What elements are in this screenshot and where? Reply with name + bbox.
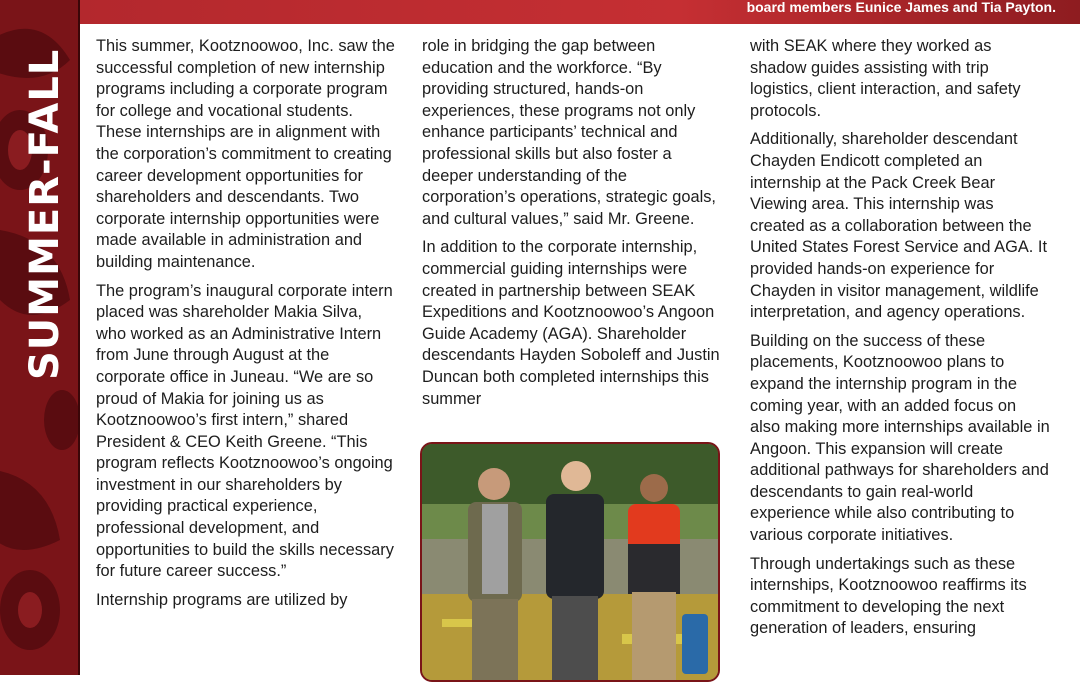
paragraph: The program’s inaugural corporate intern placed was shareholder Makia Silva, who worked as an Administrative Intern from June through August at the corporate office in Juneau. “We are so proud of Makia for joining us as Kootznoowoo’s first intern,” shared President & CEO Keith Greene. “This program reflects Kootznoowoo’s ongoing investment in our shareholders by providing practical experience, professional development, and opportunities to build the skills necessary for future career success.” [96,281,394,581]
article-column-1 [96,36,396,618]
paragraph: with SEAK where they worked as shadow guides assisting with trip logistics, client interaction, and safety protocols. [750,37,1021,120]
sidebar-title: SUMMER-FALL [22,48,68,380]
article-column-3 [750,36,1050,647]
paragraph: Through undertakings such as these internships, Kootznoowoo reaffirms its commitment to developing the next generation of leaders, ensuring [750,554,1027,638]
article-column-2 [422,36,724,417]
interns-photo [420,442,720,682]
paragraph: Additionally, shareholder descendant Chayden Endicott completed an internship at the Pack Creek Bear Viewing area. This internship was created as a collaboration between the United States Forest Service and AGA. It provided hands-on experience for Chayden in visitor management, wildlife interpretation, and agency operations. [750,130,1047,322]
header-banner [80,0,1080,24]
sidebar-panel [0,0,80,675]
paragraph: In addition to the corporate internship, commercial guiding internships were created in partnership between SEAK Expeditions and Kootznoowoo’s Angoon Guide Academy (AGA). Shareholder descendants Hayden Soboleff and Justin Duncan both completed internships this summer [422,238,720,408]
paragraph: role in bridging the gap between education and the workforce. “By providing structured, hands-on experiences, these programs not only enhance participants’ technical and professional skills but also foster a deeper understanding of the corporation’s operations, strategic goals, and cultural values,” said Mr. Greene. [422,37,716,228]
photo-image-icon [422,444,718,680]
paragraph: This summer, Kootznoowoo, Inc. saw the successful completion of new internship programs including a corporate program for college and vocational students. These internships are in alignment with the corporation’s commitment to creating career development opportunities for shareholders and descendants. Two corporate internship opportunities were made available in administration and building maintenance. [96,37,395,271]
paragraph: Building on the success of these placements, Kootznoowoo plans to expand the internship program in the coming year, with an added focus on also making more internships available in Angoon. This expansion will create additional pathways for shareholders and descendants to gain real-world experience while also contributing to various corporate initiatives. [750,331,1050,545]
paragraph: Internship programs are utilized by [96,590,348,609]
photo-caption: board members Eunice James and Tia Payton. [746,0,1056,15]
